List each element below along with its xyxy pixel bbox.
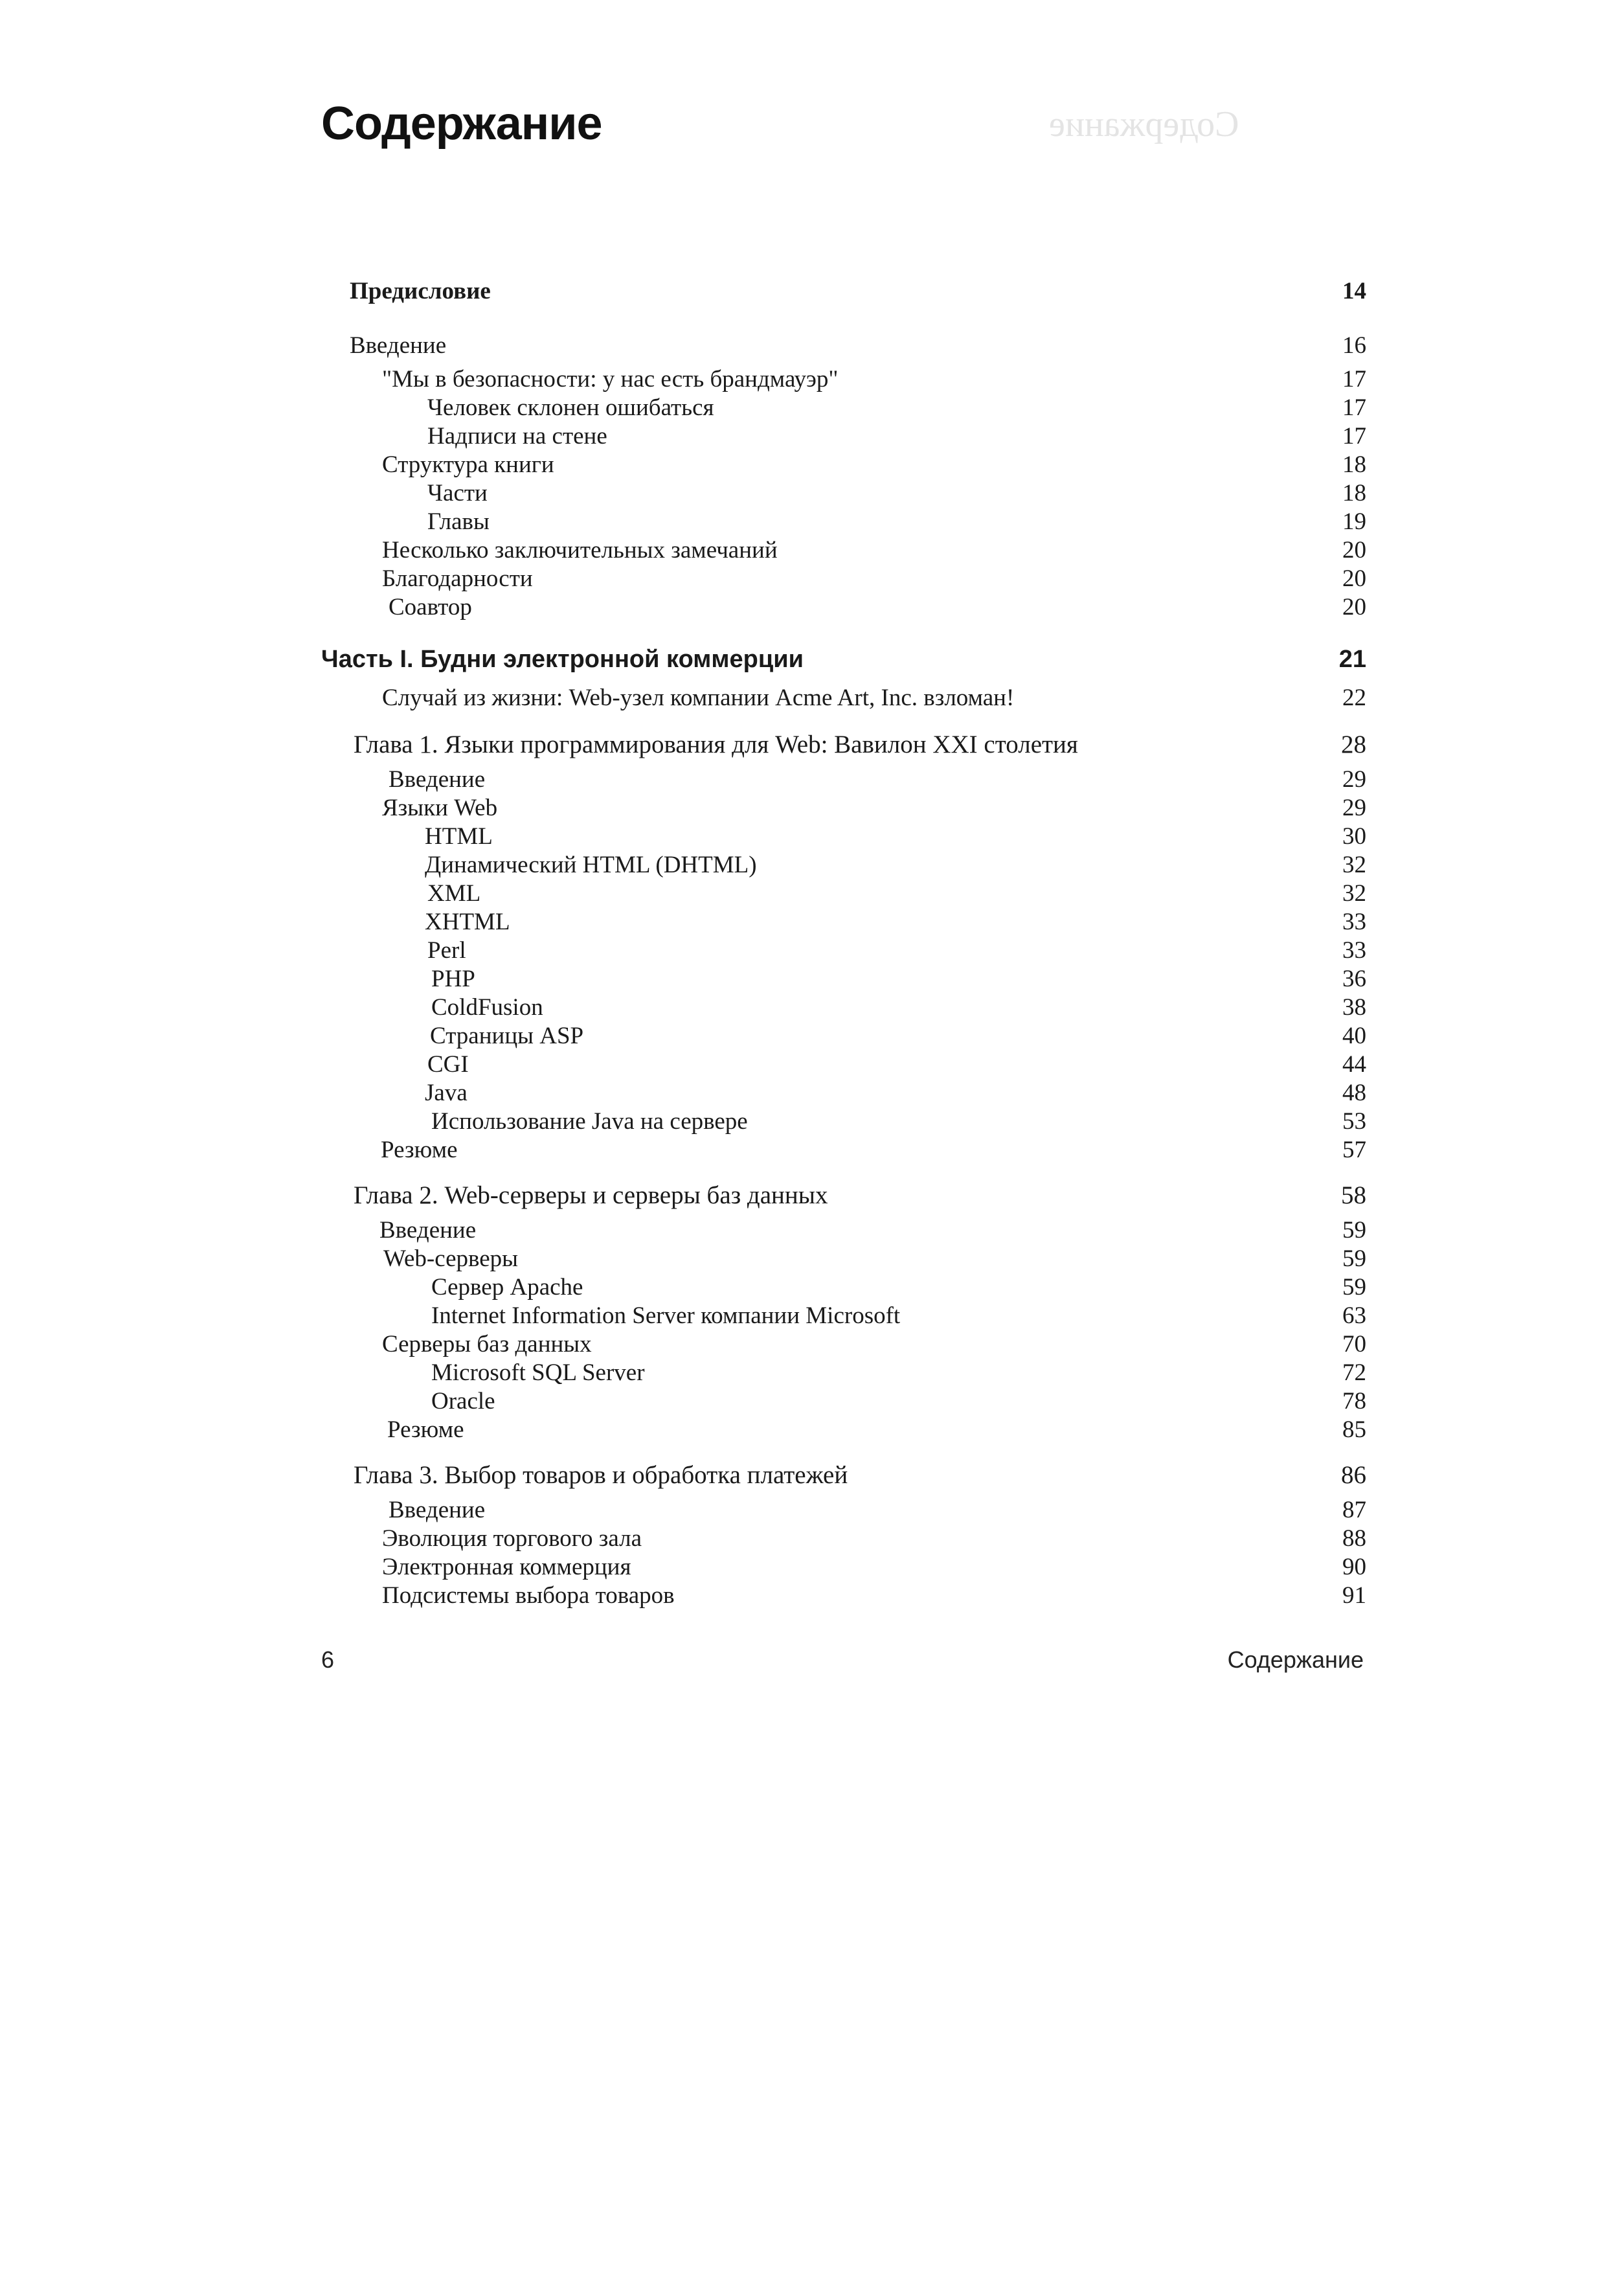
toc-entry-label: Использование Java на сервере bbox=[431, 1108, 748, 1135]
toc-entry-page: 58 bbox=[1341, 1181, 1366, 1209]
toc-entry-label: Сервер Apache bbox=[431, 1274, 583, 1301]
page-title: Содержание bbox=[321, 98, 602, 150]
toc-entry-page: 38 bbox=[1342, 994, 1366, 1021]
toc-entry-label: CGI bbox=[427, 1051, 469, 1078]
toc-entry-page: 22 bbox=[1342, 685, 1366, 711]
toc-entry-label: Случай из жизни: Web-узел компании Acme Art, Inc. взломан! bbox=[382, 685, 1015, 711]
toc-entry-page: 59 bbox=[1342, 1217, 1366, 1244]
toc-entry-label: Предисловие bbox=[350, 278, 491, 304]
toc-entry-label: Введение bbox=[379, 1217, 477, 1244]
toc-entry[interactable] bbox=[0, 793, 1624, 824]
toc-entry-page: 59 bbox=[1342, 1245, 1366, 1272]
toc-entry[interactable] bbox=[0, 1523, 1624, 1554]
toc-entry-label: Эволюция торгового зала bbox=[382, 1525, 642, 1552]
toc-entry[interactable] bbox=[0, 364, 1624, 395]
toc-entry-page: 18 bbox=[1342, 480, 1366, 506]
toc-entry[interactable] bbox=[0, 330, 1624, 361]
toc-entry-chapter-3[interactable] bbox=[0, 1460, 1624, 1491]
toc-entry-page: 17 bbox=[1342, 394, 1366, 421]
toc-entry-page: 33 bbox=[1342, 937, 1366, 964]
toc-entry[interactable] bbox=[0, 1414, 1624, 1446]
toc-entry-label: Надписи на стене bbox=[427, 423, 607, 449]
toc-entry-label: Введение bbox=[389, 1497, 486, 1523]
toc-entry-label: Глава 3. Выбор товаров и обработка платежей bbox=[354, 1461, 848, 1489]
toc-entry[interactable] bbox=[0, 964, 1624, 995]
toc-entry[interactable] bbox=[0, 1552, 1624, 1583]
toc-entry-page: 57 bbox=[1342, 1137, 1366, 1163]
toc-entry-label: Internet Information Server компании Microsoft bbox=[431, 1302, 901, 1329]
toc-entry-page: 48 bbox=[1342, 1080, 1366, 1106]
toc-entry-label: Резюме bbox=[381, 1137, 458, 1163]
toc-entry-page: 36 bbox=[1342, 966, 1366, 992]
toc-entry[interactable] bbox=[0, 1580, 1624, 1611]
toc-entry[interactable] bbox=[0, 563, 1624, 595]
toc-entry[interactable] bbox=[0, 449, 1624, 481]
toc-entry-page: 86 bbox=[1341, 1461, 1366, 1489]
toc-entry-page: 30 bbox=[1342, 823, 1366, 850]
toc-entry-label: Благодарности bbox=[382, 565, 533, 592]
toc-entry[interactable] bbox=[0, 1106, 1624, 1137]
toc-entry-page: 72 bbox=[1342, 1359, 1366, 1386]
toc-entry-label: Web-серверы bbox=[383, 1245, 519, 1272]
toc-entry-label: Perl bbox=[427, 937, 466, 964]
toc-entry-page: 40 bbox=[1342, 1023, 1366, 1049]
toc-entry[interactable] bbox=[0, 1495, 1624, 1526]
toc-entry[interactable] bbox=[0, 478, 1624, 509]
toc-entry-label: Oracle bbox=[431, 1388, 495, 1414]
toc-entry[interactable] bbox=[0, 1357, 1624, 1389]
toc-entry-label: "Мы в безопасности: у нас есть брандмауэр" bbox=[382, 366, 839, 392]
toc-entry-preface[interactable] bbox=[0, 276, 1624, 307]
toc-entry[interactable] bbox=[0, 1301, 1624, 1332]
toc-entry-label: Языки Web bbox=[382, 795, 498, 821]
toc-entry-page: 14 bbox=[1342, 278, 1366, 304]
toc-entry-page: 19 bbox=[1342, 508, 1366, 535]
toc-entry[interactable] bbox=[0, 421, 1624, 452]
toc-entry-page: 20 bbox=[1342, 565, 1366, 592]
toc-entry-label: Части bbox=[427, 480, 488, 506]
toc-entry-label: Динамический HTML (DHTML) bbox=[425, 852, 757, 878]
toc-entry[interactable] bbox=[0, 535, 1624, 566]
toc-entry-page: 91 bbox=[1342, 1582, 1366, 1609]
toc-entry-page: 18 bbox=[1342, 451, 1366, 478]
toc-entry-label: Java bbox=[425, 1080, 468, 1106]
toc-entry-label: Часть I. Будни электронной коммерции bbox=[321, 646, 804, 673]
bleed-through-text: Содержание bbox=[1049, 104, 1239, 144]
toc-entry-label: Серверы баз данных bbox=[382, 1331, 592, 1357]
toc-entry-label: Соавтор bbox=[389, 594, 472, 620]
toc-entry[interactable] bbox=[0, 683, 1624, 714]
footer-running-title: Содержание bbox=[1227, 1646, 1364, 1673]
toc-entry-page: 32 bbox=[1342, 880, 1366, 907]
toc-entry[interactable] bbox=[0, 1078, 1624, 1109]
toc-entry-label: Главы bbox=[427, 508, 490, 535]
toc-entry[interactable] bbox=[0, 1049, 1624, 1080]
toc-entry[interactable] bbox=[0, 878, 1624, 909]
toc-entry-page: 21 bbox=[1338, 646, 1366, 673]
toc-entry-label: Введение bbox=[389, 766, 486, 793]
toc-entry[interactable] bbox=[0, 1329, 1624, 1360]
toc-entry-page: 70 bbox=[1342, 1331, 1366, 1357]
toc-entry-page: 17 bbox=[1342, 366, 1366, 392]
toc-entry-label: Введение bbox=[350, 332, 447, 359]
toc-entry-page: 90 bbox=[1342, 1554, 1366, 1580]
toc-entry-label: Электронная коммерция bbox=[382, 1554, 631, 1580]
toc-entry-page: 20 bbox=[1342, 537, 1366, 563]
toc-entry-chapter-1[interactable] bbox=[0, 729, 1624, 760]
toc-entry[interactable] bbox=[0, 506, 1624, 538]
toc-entry-part-1[interactable] bbox=[0, 644, 1624, 675]
toc-entry-label: Структура книги bbox=[382, 451, 554, 478]
toc-entry[interactable] bbox=[0, 992, 1624, 1023]
toc-entry[interactable] bbox=[0, 764, 1624, 795]
toc-entry-page: 53 bbox=[1342, 1108, 1366, 1135]
toc-entry-page: 28 bbox=[1341, 731, 1366, 758]
toc-entry-page: 33 bbox=[1342, 909, 1366, 935]
toc-entry-label: Microsoft SQL Server bbox=[431, 1359, 645, 1386]
toc-entry-label: Человек склонен ошибаться bbox=[427, 394, 714, 421]
toc-entry-chapter-2[interactable] bbox=[0, 1180, 1624, 1211]
toc-entry-page: 85 bbox=[1342, 1416, 1366, 1443]
toc-entry-page: 59 bbox=[1342, 1274, 1366, 1301]
toc-entry-page: 88 bbox=[1342, 1525, 1366, 1552]
toc-entry-page: 87 bbox=[1342, 1497, 1366, 1523]
toc-entry-label: XHTML bbox=[425, 909, 510, 935]
toc-entry-label: PHP bbox=[431, 966, 475, 992]
footer-page-number: 6 bbox=[321, 1646, 335, 1673]
toc-entry-label: Глава 2. Web-серверы и серверы баз данных bbox=[354, 1181, 828, 1209]
toc-entry-page: 16 bbox=[1342, 332, 1366, 359]
toc-entry-page: 32 bbox=[1342, 852, 1366, 878]
toc-entry-page: 29 bbox=[1342, 795, 1366, 821]
toc-entry-page: 78 bbox=[1342, 1388, 1366, 1414]
toc-entry[interactable] bbox=[0, 1386, 1624, 1417]
toc-entry-page: 17 bbox=[1342, 423, 1366, 449]
toc-entry-page: 29 bbox=[1342, 766, 1366, 793]
toc-entry[interactable] bbox=[0, 1021, 1624, 1052]
toc-entry-label: Подсистемы выбора товаров bbox=[382, 1582, 675, 1609]
toc-entry[interactable] bbox=[0, 1244, 1624, 1275]
toc-entry[interactable] bbox=[0, 935, 1624, 966]
toc-entry-label: Страницы ASP bbox=[430, 1023, 584, 1049]
toc-entry[interactable] bbox=[0, 392, 1624, 424]
toc-entry[interactable] bbox=[0, 1215, 1624, 1246]
toc-entry[interactable] bbox=[0, 592, 1624, 623]
toc-entry-page: 63 bbox=[1342, 1302, 1366, 1329]
toc-entry[interactable] bbox=[0, 850, 1624, 881]
toc-entry[interactable] bbox=[0, 821, 1624, 852]
toc-entry[interactable] bbox=[0, 1272, 1624, 1303]
toc-entry-label: Резюме bbox=[387, 1416, 464, 1443]
toc-entry-page: 44 bbox=[1342, 1051, 1366, 1078]
toc-entry-label: XML bbox=[427, 880, 481, 907]
toc-entry-label: Глава 1. Языки программирования для Web: Вавилон XXI столетия bbox=[354, 731, 1078, 758]
toc-entry-label: HTML bbox=[425, 823, 493, 850]
toc-entry-label: Несколько заключительных замечаний bbox=[382, 537, 778, 563]
toc-entry[interactable] bbox=[0, 907, 1624, 938]
toc-entry[interactable] bbox=[0, 1135, 1624, 1166]
toc-entry-page: 20 bbox=[1342, 594, 1366, 620]
toc-entry-label: ColdFusion bbox=[431, 994, 543, 1021]
